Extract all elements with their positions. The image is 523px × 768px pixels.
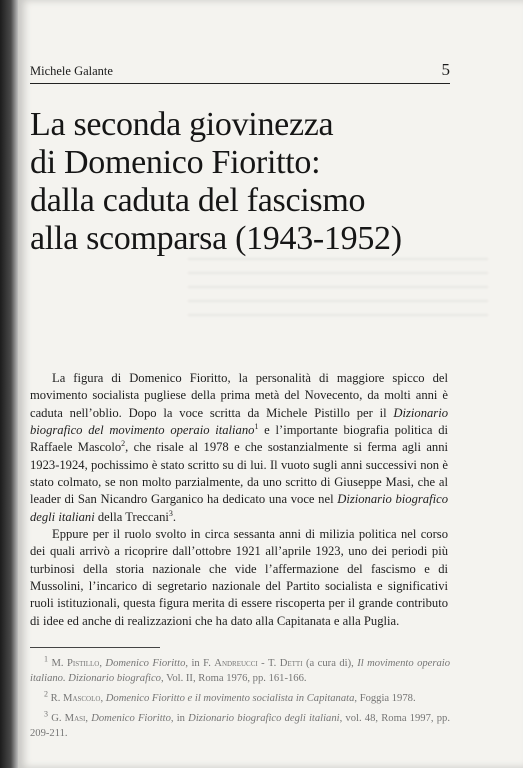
footnote-italic: Domenico Fioritto	[105, 658, 186, 669]
footnote: $^2$ R. Mascolo, Domenico Fioritto e il movimento socialista in Capitanata, Foggia 1978.	[44, 689, 416, 704]
footnote-number: 3	[44, 709, 48, 719]
paragraph: Eppure per il ruolo svolto in circa sessanta anni di milizia politica nel corso dei quali arrivò a ricoprire dall’ottobre 1921 all’aprile 1923, uno dei periodi più turbinosi della storia nazionale che vide l’affermazione del fascismo e di Mussolini, l’incarico di segretario nazionale del Partito socialista e significativi ruoli istituzionali, questa figura merita di essere riscoperta per il grande contributo di idee ed anche di realizzazioni che ha dato alla Capitanata e alla Puglia.	[30, 527, 448, 628]
chapter-title	[30, 106, 460, 258]
italic-title: Dizionario biografico degli italiani	[30, 492, 448, 524]
text-run: La figura di Domenico Fioritto, la personalità di maggiore spicco del movimento socialista pugliese della prima metà del Novecento, da molti anni è caduta nell’oblio. Dopo la voce scritta da Michele Pistillo per il	[30, 371, 448, 420]
bleed-through-shadow	[188, 258, 488, 318]
title-line: La seconda giovinezza	[30, 106, 334, 143]
italic-title: Dizionario biografico del movimento operaio italiano	[30, 405, 448, 438]
title-line: alla scomparsa (1943-1952)	[30, 220, 402, 257]
footnote-italic: Il movimento operaio italiano. Dizionario biografico	[30, 658, 451, 684]
text-run: , vol. 48, Roma 1997, pp. 209-211.	[30, 713, 450, 739]
footnote-author: M. Pistillo	[51, 658, 100, 669]
text-run: e l’importante biografia politica di Raffaele Mascolo	[30, 423, 448, 455]
body-text	[30, 370, 448, 630]
footnote-ref[interactable]: 1	[254, 421, 259, 431]
title-line: dalla caduta del fascismo	[30, 182, 366, 219]
footnote-ref[interactable]: 3	[168, 508, 173, 518]
footnote: $^1$ M. Pistillo, Domenico Fioritto, in F. Andreucci - T. Detti (a cura di), Il movimento operaio italiano. Dizionario biografico, Vol. II, Roma 1976, pp. 161-166.	[30, 654, 451, 684]
footnote-rule	[30, 647, 160, 648]
footnote-italic: Dizionario biografico degli italiani	[188, 713, 340, 724]
title-line: di Domenico Fioritto:	[30, 144, 321, 181]
footnote-number: 2	[44, 689, 48, 699]
footnote-italic: Domenico Fioritto	[91, 713, 171, 724]
footnote: $^3$ G. Masi, Domenico Fioritto, in Dizionario biografico degli italiani, vol. 48, Roma 1997, pp. 209-211.	[30, 709, 450, 739]
footnote-editors: Andreucci - T. Detti	[214, 658, 303, 669]
footnote-italic: Domenico Fioritto e il movimento socialista in Capitanata	[105, 693, 355, 704]
text-run: , che risale al 1978 e che sostanzialmente si ferma agli anni 1923-1924, pochissimo è stato scritto su di lui. Il vuoto sugli anni successivi non è stato colmato, se non molto parzialmente, da uno scritto di Giuseppe Masi, che al leader di San Nicandro Garganico ha dedicato una voce nel	[30, 440, 448, 507]
text-run: , Vol. II, Roma 1976, pp. 161-166.	[160, 673, 307, 684]
text-run: , in F.	[185, 658, 215, 669]
footnote-number: 1	[44, 654, 48, 664]
text-run: .	[172, 509, 177, 524]
footnote-author: G. Masi	[51, 713, 86, 724]
footnotes	[30, 656, 450, 746]
text-run: (a cura di),	[302, 658, 358, 669]
page-number: 5	[441, 60, 450, 79]
text-run: , in	[170, 713, 189, 724]
text-run: della Treccani	[94, 509, 169, 524]
paragraph	[30, 370, 448, 526]
footnote-author: R. Mascolo	[50, 693, 101, 704]
text-run: , Foggia 1978.	[354, 693, 416, 704]
header-author: Michele Galante	[30, 64, 113, 78]
book-spine-shadow	[0, 0, 18, 768]
header-rule	[30, 83, 450, 84]
footnote-ref[interactable]: 2	[121, 439, 126, 449]
